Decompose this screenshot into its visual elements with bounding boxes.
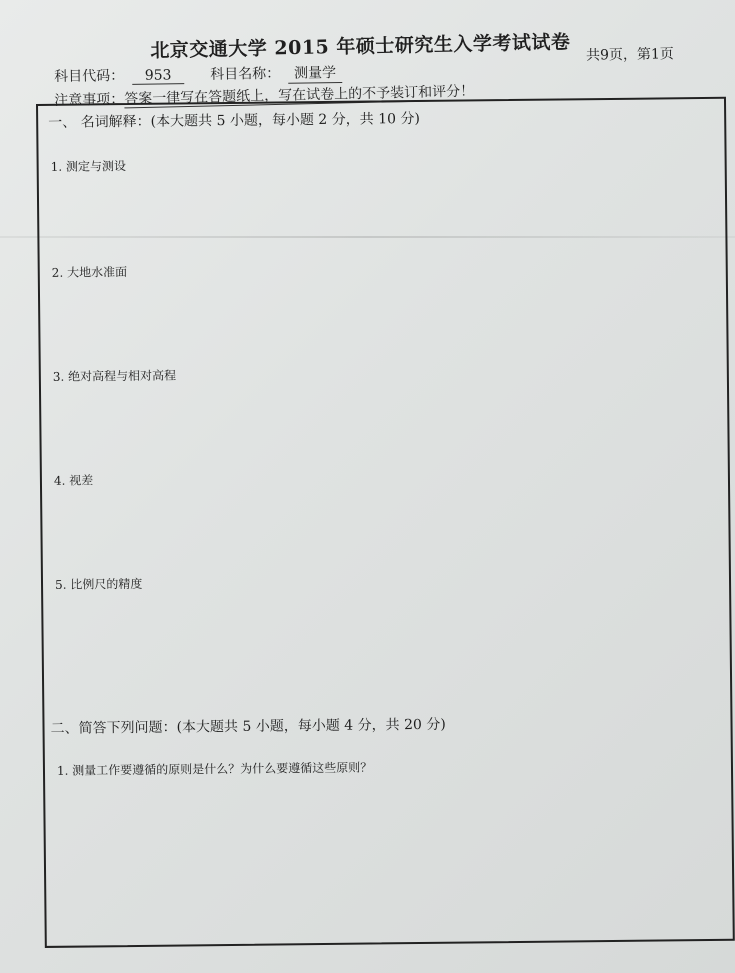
section1-heading: 一、 名词解释：(本大题共 5 小题，每小题 2 分，共 10 分) bbox=[48, 110, 420, 131]
section2-question-1: 1. 测量工作要遵循的原则是什么？为什么要遵循这些原则？ bbox=[56, 760, 373, 778]
section1-question-2: 2. 大地水准面 bbox=[51, 265, 128, 280]
subject-info-row bbox=[54, 62, 342, 87]
notice-label: 注意事项： bbox=[54, 91, 125, 109]
subject-code-label: 科目代码： bbox=[54, 68, 125, 85]
section1-question-3: 3. 绝对高程与相对高程 bbox=[52, 368, 177, 384]
section1-question-5: 5. 比例尺的精度 bbox=[54, 576, 143, 592]
notice-text: 答案一律写在答题纸上，写在试卷上的不予装订和评分！ bbox=[124, 83, 475, 108]
page-info: 共9页，第1页 bbox=[585, 46, 674, 64]
subject-name-value: 测量学 bbox=[288, 62, 342, 84]
section1-question-4: 4. 视差 bbox=[53, 473, 94, 488]
subject-name-label: 科目名称： bbox=[210, 65, 281, 83]
answer-frame bbox=[36, 97, 735, 948]
exam-title: 北京交通大学 2015 年硕士研究生入学考试试卷 bbox=[150, 31, 571, 62]
subject-code-value: 953 bbox=[132, 67, 184, 85]
section2-heading: 二、简答下列问题：(本大题共 5 小题，每小题 4 分，共 20 分) bbox=[50, 716, 446, 737]
section1-question-1: 1. 测定与测设 bbox=[50, 159, 126, 174]
